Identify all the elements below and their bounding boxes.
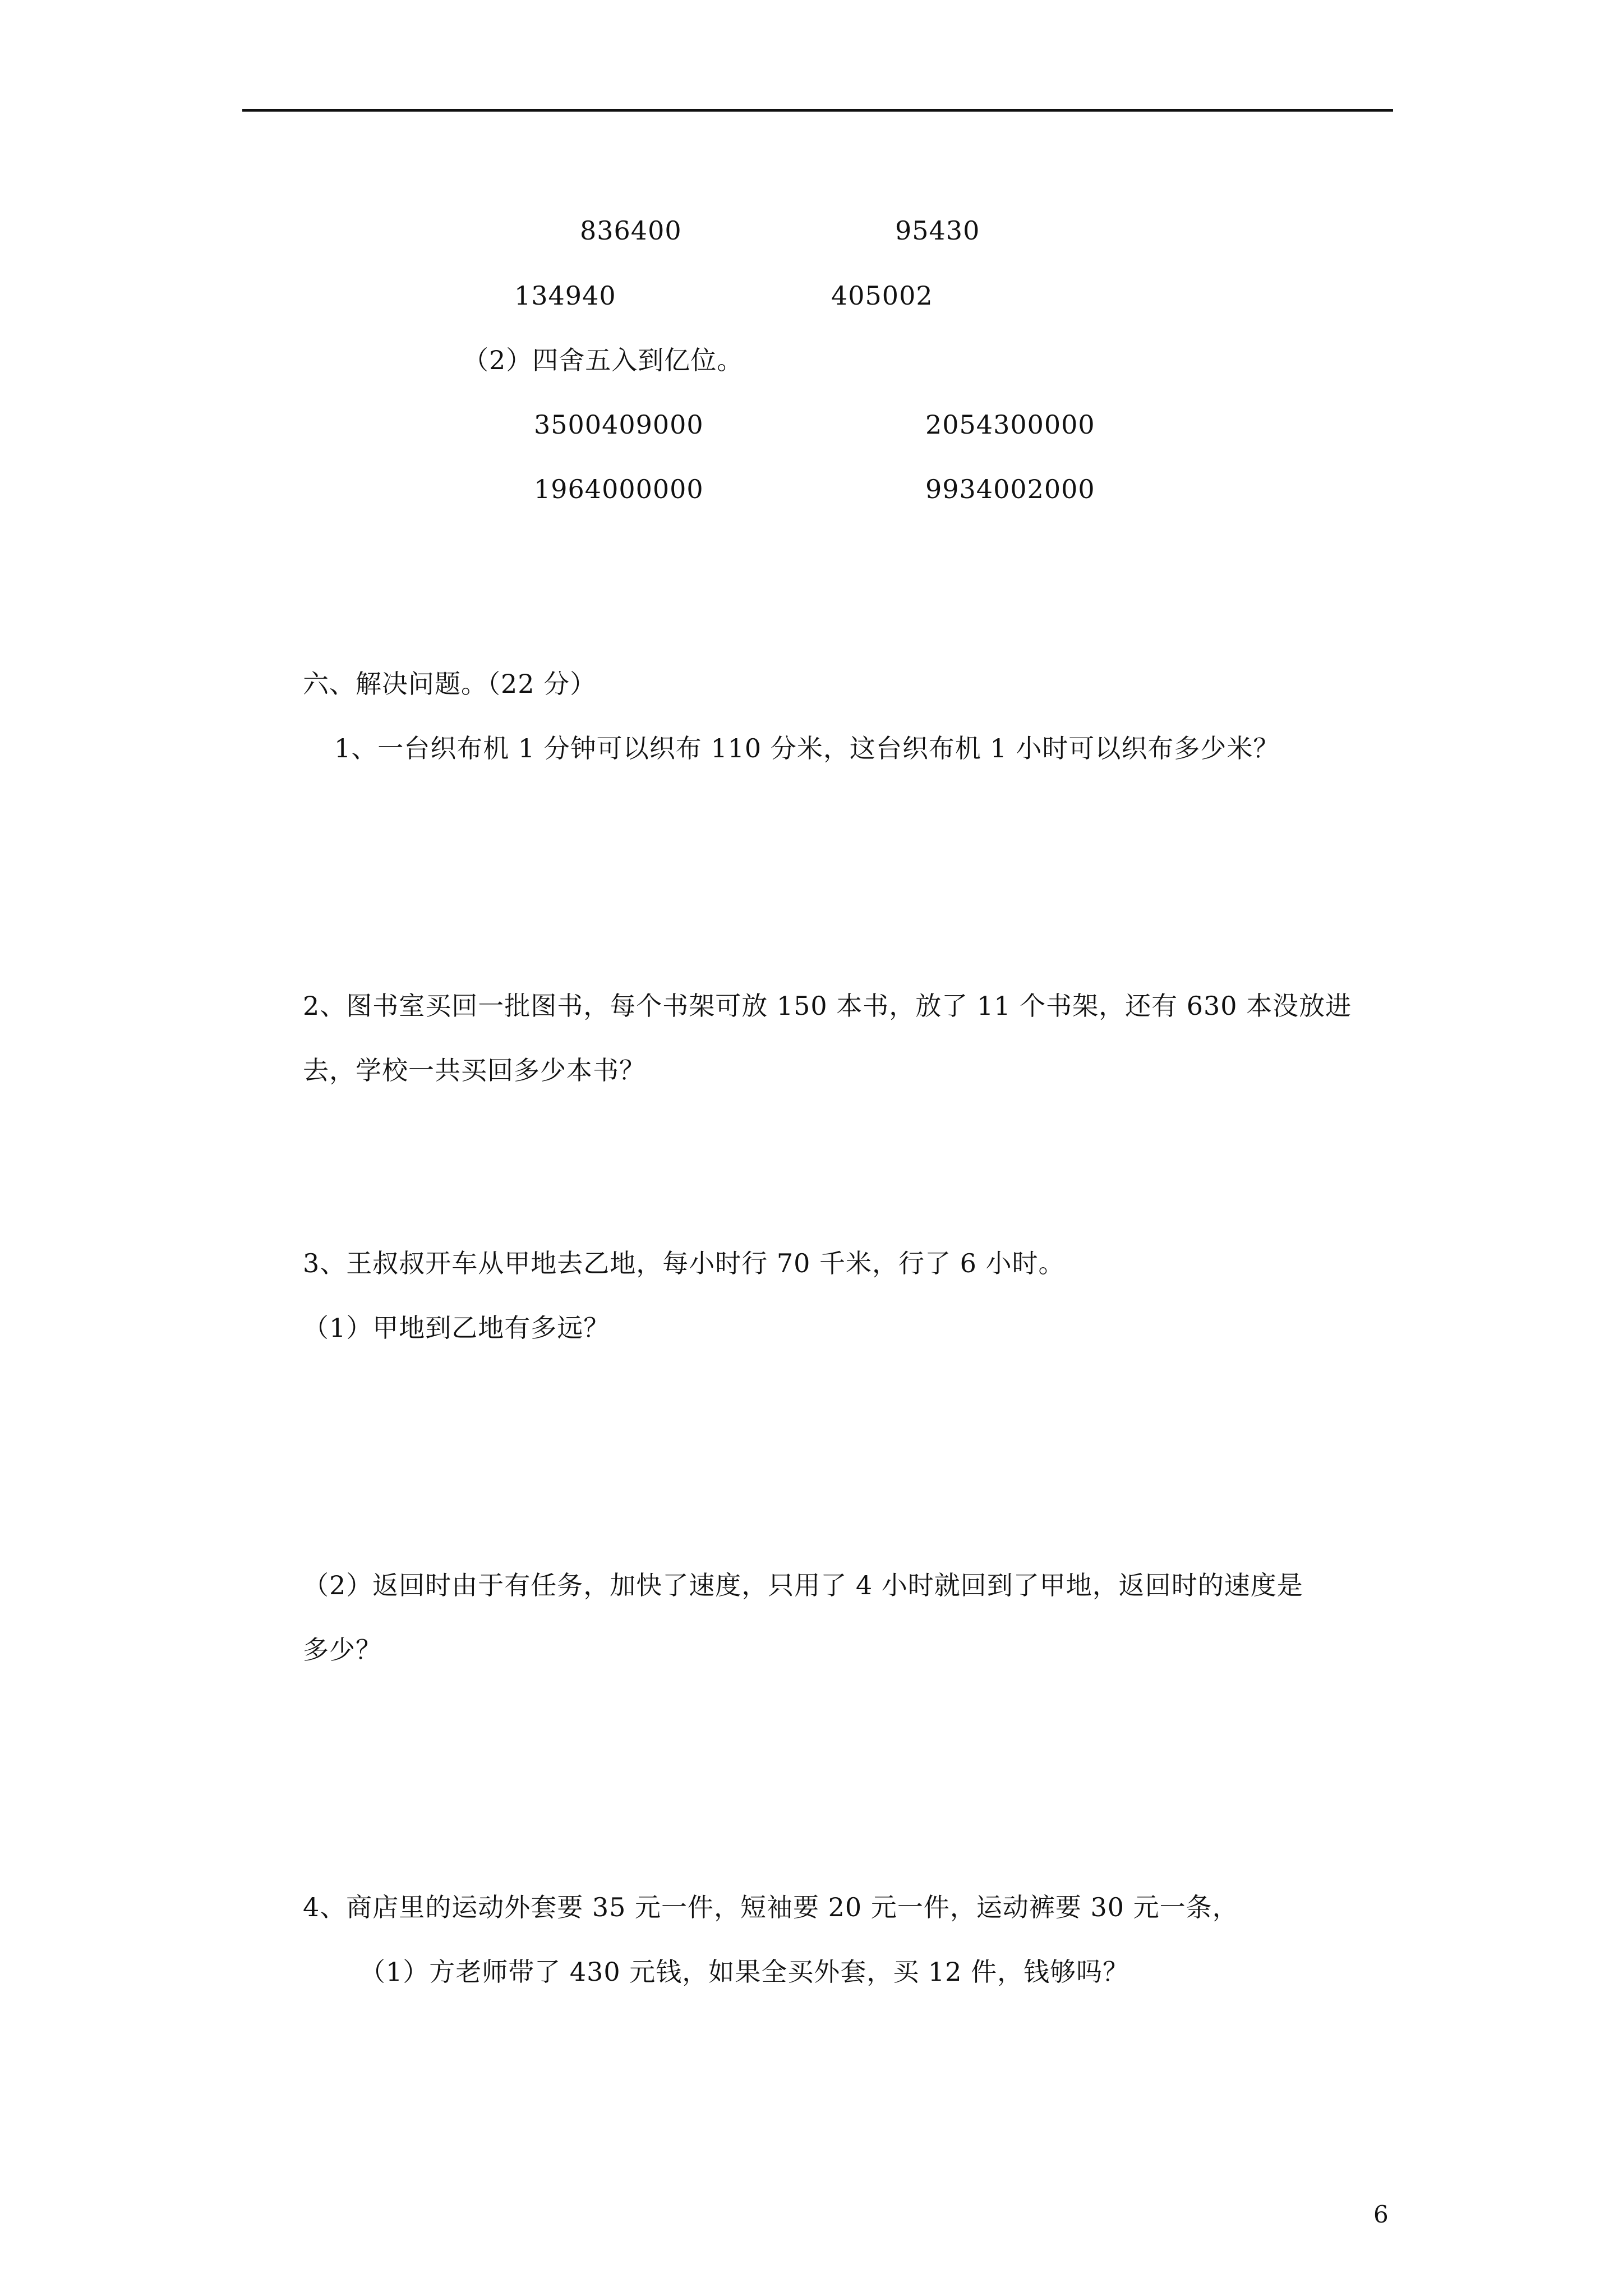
question-2-line-1: 2、图书室买回一批图书，每个书架可放 150 本书，放了 11 个书架，还有 630 本没放进 — [303, 991, 1352, 1021]
question-3-sub-1: （1）甲地到乙地有多远？ — [303, 1313, 610, 1343]
question-3-stem: 3、王叔叔开车从甲地去乙地，每小时行 70 千米，行了 6 小时。 — [303, 1248, 1065, 1278]
number-2054300000: 2054300000 — [925, 409, 1095, 440]
number-134940: 134940 — [514, 280, 616, 311]
subquestion-2-label: （2）四舍五入到亿位。 — [463, 345, 744, 375]
section-6-title: 六、解决问题。（22 分） — [303, 669, 597, 699]
number-9934002000: 9934002000 — [925, 474, 1095, 504]
question-4-stem: 4、商店里的运动外套要 35 元一件，短袖要 20 元一件，运动裤要 30 元一条， — [303, 1892, 1239, 1922]
question-3-sub-2-line-2: 多少？ — [303, 1635, 382, 1665]
number-405002: 405002 — [831, 280, 933, 311]
header-rule — [242, 109, 1393, 112]
question-3-sub-2-line-1: （2）返回时由于有任务，加快了速度，只用了 4 小时就回到了甲地，返回时的速度是 — [303, 1570, 1303, 1600]
number-836400: 836400 — [580, 215, 682, 246]
number-3500409000: 3500409000 — [534, 409, 704, 440]
question-2-line-2: 去，学校一共买回多少本书？ — [303, 1055, 645, 1085]
question-4-sub-1: （1）方老师带了 430 元钱，如果全买外套，买 12 件，钱够吗？ — [359, 1957, 1129, 1987]
page-number: 6 — [1373, 2201, 1389, 2228]
question-1: 1、一台织布机 1 分钟可以织布 110 分米，这台织布机 1 小时可以织布多少米？ — [334, 733, 1280, 763]
number-95430: 95430 — [895, 215, 980, 246]
number-1964000000: 1964000000 — [534, 474, 704, 504]
